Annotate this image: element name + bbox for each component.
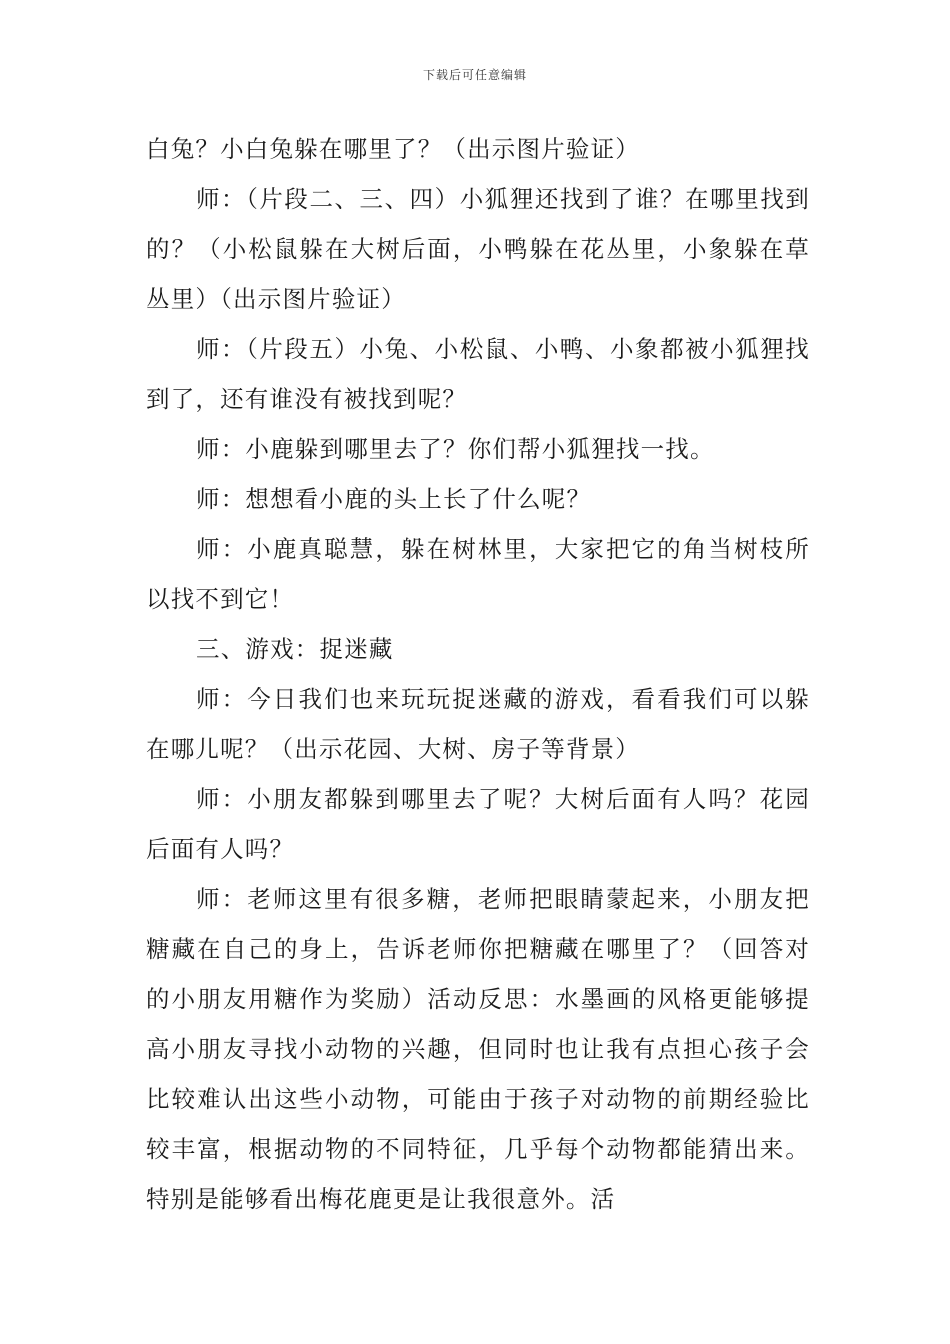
paragraph-5: 师：小鹿真聪慧，躲在树林里，大家把它的角当树枝所以找不到它！ [146, 535, 810, 613]
paragraph-1: 师：（片段二、三、四）小狐狸还找到了谁？在哪里找到的？（小松鼠躲在大树后面，小鸭躲在花丛里，小象躲在草丛里）（出示图片验证） [146, 185, 810, 313]
paragraph-8: 师：小朋友都躲到哪里去了呢？大树后面有人吗？花园后面有人吗？ [146, 785, 810, 863]
paragraph-7: 师：今日我们也来玩玩捉迷藏的游戏，看看我们可以躲在哪儿呢？（出示花园、大树、房子等背景） [146, 685, 810, 763]
paragraph-2: 师：（片段五）小兔、小松鼠、小鸭、小象都被小狐狸找到了，还有谁没有被找到呢？ [146, 335, 810, 413]
paragraph-3: 师：小鹿躲到哪里去了？你们帮小狐狸找一找。 [196, 435, 715, 463]
paragraph-4: 师：想想看小鹿的头上长了什么呢？ [196, 485, 592, 513]
page-header: 下载后可任意编辑 [422, 68, 527, 82]
paragraph-9: 师：老师这里有很多糖，老师把眼睛蒙起来，小朋友把糖藏在自己的身上，告诉老师你把糖藏在哪里了？（回答对的小朋友用糖作为奖励）活动反思：水墨画的风格更能够提高小朋友寻找小动物的兴趣，但同时也让我有点担心孩子会比较难认出这些小动物，可能由于孩子对动物的前期经验比较丰富，根据动物的不同特征，几乎每个动物都能猜出来。特别是能够看出梅花鹿更是让我很意外。活 [146, 885, 810, 1213]
paragraph-0: 白兔？小白兔躲在哪里了？（出示图片验证） [146, 135, 640, 163]
document-body [146, 124, 810, 1224]
section-heading-game: 三、游戏：捉迷藏 [196, 635, 394, 663]
